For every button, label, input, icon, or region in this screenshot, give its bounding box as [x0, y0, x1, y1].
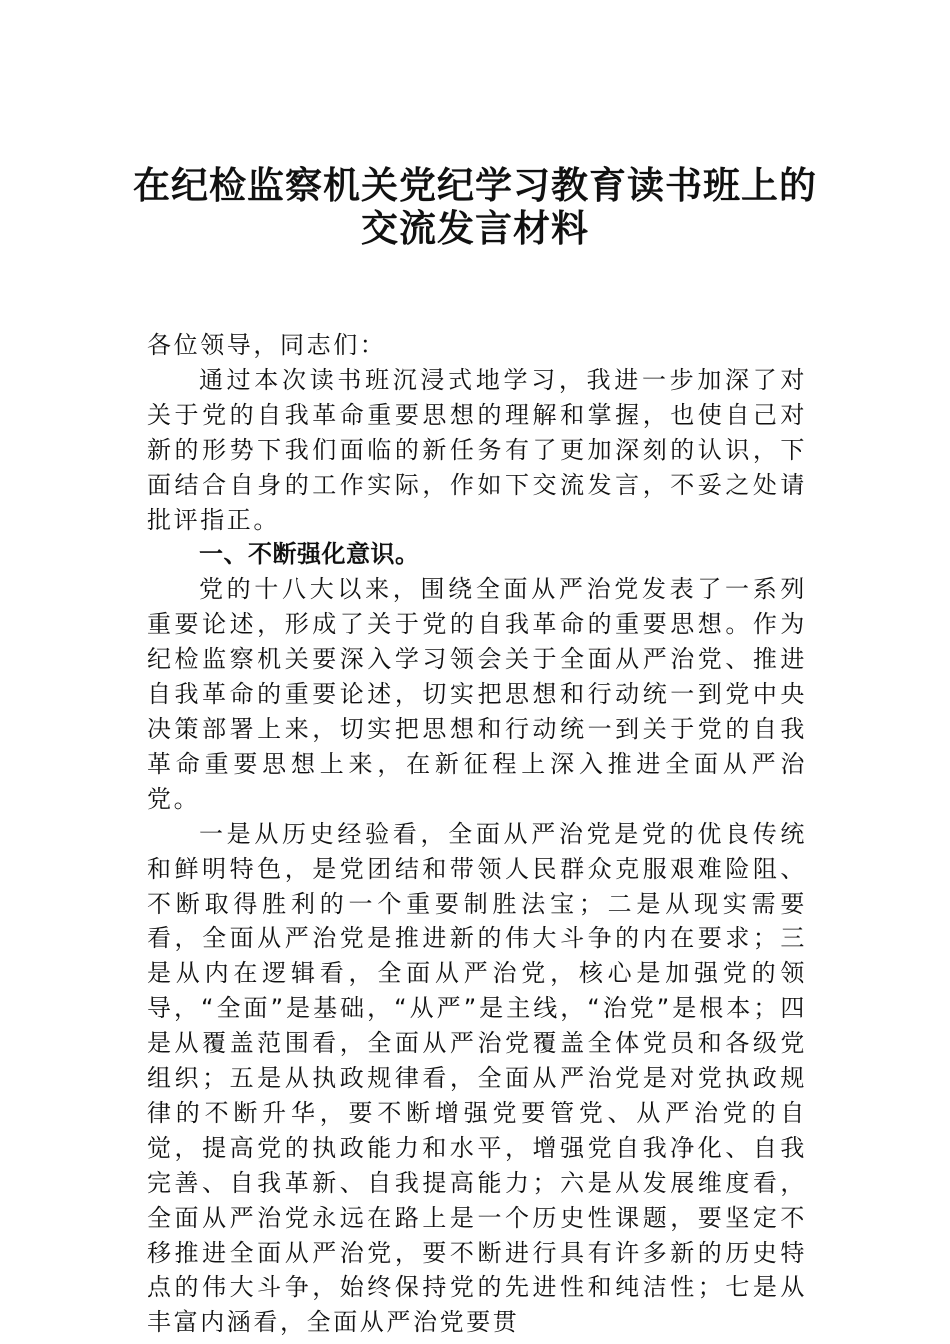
section-heading-1: 一、不断强化意识。 [199, 540, 420, 569]
document-title-line-1: 在纪检监察机关党纪学习教育读书班上的 [133, 163, 817, 207]
salutation: 各位领导，同志们： [147, 331, 387, 359]
document-title-line-2: 交流发言材料 [361, 206, 589, 250]
document-body [147, 328, 807, 1340]
body-paragraph: 党的十八大以来，围绕全面从严治党发表了一系列重要论述，形成了关于党的自我革命的重要思想。作为纪检监察机关要深入学习领会关于全面从严治党、推进自我革命的重要论述，切实把思想和行动统一到党中央决策部署上来，切实把思想和行动统一到关于党的自我革命重要思想上来，在新征程上深入推进全面从严治党。 [147, 575, 807, 813]
intro-paragraph: 通过本次读书班沉浸式地学习，我进一步加深了对关于党的自我革命重要思想的理解和掌握，也使自己对新的形势下我们面临的新任务有了更加深刻的认识，下面结合自身的工作实际，作如下交流发言，不妥之处请批评指正。 [147, 365, 807, 534]
body-paragraph: 一是从历史经验看，全面从严治党是党的优良传统和鲜明特色，是党团结和带领人民群众克服艰难险阻、不断取得胜利的一个重要制胜法宝；二是从现实需要看，全面从严治党是推进新的伟大斗争的内在要求；三是从内在逻辑看，全面从严治党，核心是加强党的领导，“全面”是基础，“从严”是主线，“治党”是根本；四是从覆盖范围看，全面从严治党覆盖全体党员和各级党组织；五是从执政规律看，全面从严治党是对党执政规律的不断升华，要不断增强党要管党、从严治党的自觉，提高党的执政能力和水平，增强党自我净化、自我完善、自我革新、自我提高能力；六是从发展维度看，全面从严治党永远在路上是一个历史性课题，要坚定不移推进全面从严治党，要不断进行具有许多新的历史特点的伟大斗争，始终保持党的先进性和纯洁性；七是从丰富内涵看，全面从严治党要贯 [147, 819, 807, 1337]
